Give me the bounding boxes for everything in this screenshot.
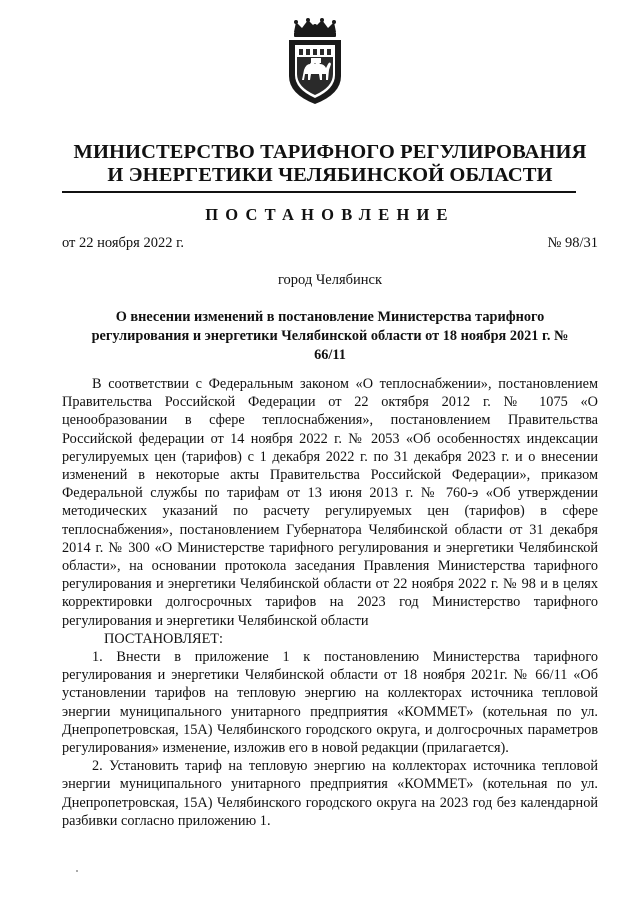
preamble-paragraph: В соответствии с Федеральным законом «О теплоснабжении», постановлением Правительства Российской Федерации от 22 октября 2012 г. № 1075 «О ценообразовании в сфере теплоснабжения», постановлением Правительства Российской федерации от 14 ноября 2022 г. № 2053 «Об особенностях индексации регулируемых цен (тарифов) с 1 декабря 2022 г. по 31 декабря 2023 г. и о внесении изменений в некоторые акты Правительства Российской Федерации», приказом Федеральной службы по тарифам от 13 июня 2013 г. № 760-э «Об утверждении методических указаний по расчету регулируемых цен (тарифов) в сфере теплоснабжения», постановлением Губернатора Челябинской области от 31 декабря 2014 г. № 300 «О Министерстве тарифного регулирования и энергетики Челябинской области», на основании протокола заседания Правления Министерства тарифного регулирования и энергетики Челябинской области от 22 ноября 2022 г. № 98 и в целях корректировки долгосрочных тарифов на 2023 год Министерство тарифного регулирования и энергетики Челябинской области	[62, 376, 598, 629]
scan-speck	[76, 870, 78, 872]
ministry-name-line-2: И ЭНЕРГЕТИКИ ЧЕЛЯБИНСКОЙ ОБЛАСТИ	[107, 164, 553, 186]
coat-of-arms-icon	[282, 18, 348, 106]
document-city: город Челябинск	[277, 272, 383, 288]
header-divider	[62, 191, 576, 193]
item-2-paragraph: 2. Установить тариф на тепловую энергию на коллекторах источника тепловой энергии муниципального унитарного предприятия «КОММЕТ» (котельная по ул. Днепропетровская, 15А) Челябинского городского округа на 2023 год без календарной разбивки согласно приложению 1.	[62, 758, 598, 829]
document-date: от 22 ноября 2022 г.	[62, 235, 185, 251]
document-type: ПОСТАНОВЛЕНИЕ	[205, 205, 455, 224]
document-body	[62, 375, 598, 830]
document-title: О внесении изменений в постановление Министерства тарифного регулирования и энергетики Челябинской области от 18 ноября 2021 г. № 66/11	[91, 309, 569, 363]
ministry-name-line-1: МИНИСТЕРСТВО ТАРИФНОГО РЕГУЛИРОВАНИЯ	[73, 141, 587, 163]
decree-word: ПОСТАНОВЛЯЕТ:	[104, 630, 224, 647]
item-1-paragraph: 1. Внести в приложение 1 к постановлению Министерства тарифного регулирования и энергетики Челябинской области от 18 ноября 2021г. № 66/11 «Об установлении тарифов на тепловую энергию на коллекторах источника тепловой энергии муниципального унитарного предприятия «КОММЕТ» (котельная по ул. Днепропетровская, 15А) Челябинского городского округа, и долгосрочных параметров регулирования» изменение, изложив его в новой редакции (прилагается).	[62, 649, 598, 757]
document-number: № 98/31	[547, 235, 598, 251]
